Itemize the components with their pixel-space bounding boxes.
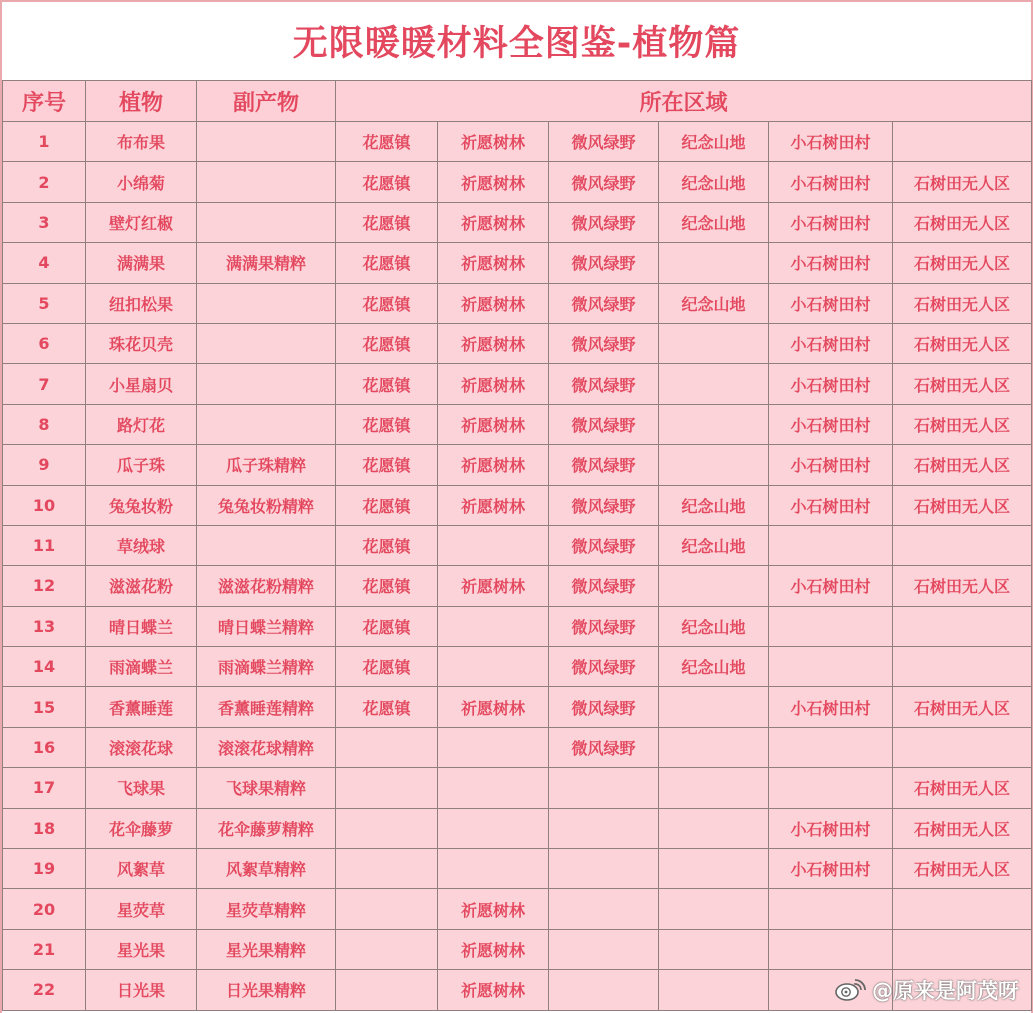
- location-cell: [893, 606, 1032, 646]
- plant-name-cell: 纽扣松果: [86, 283, 197, 323]
- plant-name-cell: 星光果: [86, 929, 197, 969]
- location-cell: 石树田无人区: [893, 485, 1032, 525]
- byproduct-cell: 滚滚花球精粹: [197, 727, 336, 767]
- row-number-cell: 7: [3, 364, 86, 404]
- byproduct-cell: 星荧草精粹: [197, 889, 336, 929]
- location-cell: [336, 768, 438, 808]
- byproduct-cell: 日光果精粹: [197, 970, 336, 1010]
- location-cell: 小石树田村: [769, 485, 893, 525]
- plant-name-cell: 壁灯红椒: [86, 202, 197, 242]
- location-cell: 石树田无人区: [893, 849, 1032, 889]
- location-cell: [769, 889, 893, 929]
- table-row: [3, 243, 1032, 283]
- row-number-cell: 8: [3, 404, 86, 444]
- location-cell: 小石树田村: [769, 566, 893, 606]
- byproduct-cell: [197, 364, 336, 404]
- location-cell: 微风绿野: [549, 162, 659, 202]
- location-cell: [549, 849, 659, 889]
- row-number-cell: 19: [3, 849, 86, 889]
- plant-name-cell: 小绵菊: [86, 162, 197, 202]
- location-cell: 纪念山地: [659, 162, 769, 202]
- location-cell: [893, 647, 1032, 687]
- weibo-icon: [834, 977, 868, 1003]
- location-cell: 微风绿野: [549, 727, 659, 767]
- location-cell: [336, 727, 438, 767]
- location-cell: [659, 849, 769, 889]
- byproduct-cell: [197, 323, 336, 363]
- location-cell: 祈愿树林: [438, 323, 549, 363]
- byproduct-cell: 滋滋花粉精粹: [197, 566, 336, 606]
- row-number-cell: 21: [3, 929, 86, 969]
- byproduct-cell: 星光果精粹: [197, 929, 336, 969]
- row-number-cell: 1: [3, 122, 86, 162]
- location-cell: [336, 970, 438, 1010]
- location-cell: [549, 929, 659, 969]
- location-cell: [659, 243, 769, 283]
- location-cell: [438, 727, 549, 767]
- plant-name-cell: 瓜子珠: [86, 445, 197, 485]
- location-cell: 微风绿野: [549, 364, 659, 404]
- location-cell: 纪念山地: [659, 606, 769, 646]
- row-number-cell: 12: [3, 566, 86, 606]
- location-cell: [659, 727, 769, 767]
- byproduct-cell: 飞球果精粹: [197, 768, 336, 808]
- location-cell: 石树田无人区: [893, 323, 1032, 363]
- table-row: [3, 687, 1032, 727]
- table-row: [3, 606, 1032, 646]
- byproduct-cell: 香薰睡莲精粹: [197, 687, 336, 727]
- location-cell: [659, 970, 769, 1010]
- location-cell: [659, 445, 769, 485]
- location-cell: 微风绿野: [549, 525, 659, 565]
- location-cell: 石树田无人区: [893, 202, 1032, 242]
- location-cell: 小石树田村: [769, 445, 893, 485]
- location-cell: 纪念山地: [659, 485, 769, 525]
- plant-name-cell: 香薰睡莲: [86, 687, 197, 727]
- location-cell: [769, 606, 893, 646]
- location-cell: 花愿镇: [336, 202, 438, 242]
- plant-name-cell: 兔兔妆粉: [86, 485, 197, 525]
- location-cell: [769, 727, 893, 767]
- location-cell: 花愿镇: [336, 687, 438, 727]
- location-cell: [893, 929, 1032, 969]
- location-cell: 小石树田村: [769, 687, 893, 727]
- location-cell: 石树田无人区: [893, 283, 1032, 323]
- location-cell: 微风绿野: [549, 283, 659, 323]
- table-row: [3, 162, 1032, 202]
- row-number-cell: 11: [3, 525, 86, 565]
- plant-name-cell: 草绒球: [86, 525, 197, 565]
- table-body: [3, 122, 1032, 1011]
- location-cell: [659, 808, 769, 848]
- location-cell: [549, 768, 659, 808]
- table-row: [3, 323, 1032, 363]
- location-cell: 花愿镇: [336, 566, 438, 606]
- table-row: [3, 525, 1032, 565]
- location-cell: [769, 647, 893, 687]
- row-number-cell: 18: [3, 808, 86, 848]
- location-cell: [659, 323, 769, 363]
- plant-name-cell: 飞球果: [86, 768, 197, 808]
- table-header-row: [3, 81, 1032, 122]
- location-cell: 花愿镇: [336, 162, 438, 202]
- location-cell: 石树田无人区: [893, 364, 1032, 404]
- plant-name-cell: 路灯花: [86, 404, 197, 444]
- location-cell: 花愿镇: [336, 323, 438, 363]
- location-cell: [659, 566, 769, 606]
- table-row: [3, 889, 1032, 929]
- location-cell: 石树田无人区: [893, 566, 1032, 606]
- location-cell: 石树田无人区: [893, 162, 1032, 202]
- row-number-cell: 2: [3, 162, 86, 202]
- byproduct-cell: [197, 122, 336, 162]
- header-byproduct: 副产物: [197, 81, 336, 122]
- location-cell: 微风绿野: [549, 485, 659, 525]
- location-cell: 花愿镇: [336, 647, 438, 687]
- location-cell: 微风绿野: [549, 122, 659, 162]
- location-cell: 微风绿野: [549, 404, 659, 444]
- location-cell: 花愿镇: [336, 485, 438, 525]
- location-cell: 小石树田村: [769, 243, 893, 283]
- row-number-cell: 5: [3, 283, 86, 323]
- location-cell: [769, 929, 893, 969]
- location-cell: 小石树田村: [769, 404, 893, 444]
- row-number-cell: 3: [3, 202, 86, 242]
- location-cell: 微风绿野: [549, 687, 659, 727]
- location-cell: 祈愿树林: [438, 445, 549, 485]
- table-row: [3, 445, 1032, 485]
- byproduct-cell: 瓜子珠精粹: [197, 445, 336, 485]
- table-row: [3, 647, 1032, 687]
- plant-name-cell: 风絮草: [86, 849, 197, 889]
- location-cell: [893, 525, 1032, 565]
- row-number-cell: 13: [3, 606, 86, 646]
- row-number-cell: 22: [3, 970, 86, 1010]
- plant-name-cell: 花伞藤萝: [86, 808, 197, 848]
- plant-material-table: [2, 80, 1032, 1011]
- location-cell: 小石树田村: [769, 323, 893, 363]
- byproduct-cell: 满满果精粹: [197, 243, 336, 283]
- row-number-cell: 20: [3, 889, 86, 929]
- location-cell: 小石树田村: [769, 122, 893, 162]
- location-cell: 祈愿树林: [438, 162, 549, 202]
- row-number-cell: 4: [3, 243, 86, 283]
- table-row: [3, 566, 1032, 606]
- table-row: [3, 202, 1032, 242]
- location-cell: 石树田无人区: [893, 243, 1032, 283]
- byproduct-cell: [197, 202, 336, 242]
- location-cell: [549, 970, 659, 1010]
- location-cell: 祈愿树林: [438, 889, 549, 929]
- byproduct-cell: [197, 162, 336, 202]
- table-row: [3, 808, 1032, 848]
- byproduct-cell: 雨滴蝶兰精粹: [197, 647, 336, 687]
- location-cell: 石树田无人区: [893, 808, 1032, 848]
- plant-name-cell: 满满果: [86, 243, 197, 283]
- location-cell: 微风绿野: [549, 606, 659, 646]
- location-cell: 微风绿野: [549, 202, 659, 242]
- location-cell: [438, 808, 549, 848]
- location-cell: [769, 768, 893, 808]
- page-title: 无限暖暖材料全图鉴-植物篇: [292, 24, 741, 64]
- byproduct-cell: 晴日蝶兰精粹: [197, 606, 336, 646]
- location-cell: 祈愿树林: [438, 929, 549, 969]
- location-cell: [659, 929, 769, 969]
- row-number-cell: 15: [3, 687, 86, 727]
- location-cell: [438, 768, 549, 808]
- row-number-cell: 17: [3, 768, 86, 808]
- location-cell: 祈愿树林: [438, 243, 549, 283]
- location-cell: 小石树田村: [769, 364, 893, 404]
- location-cell: 微风绿野: [549, 445, 659, 485]
- location-cell: 花愿镇: [336, 445, 438, 485]
- location-cell: 石树田无人区: [893, 687, 1032, 727]
- location-cell: [893, 889, 1032, 929]
- location-cell: 纪念山地: [659, 202, 769, 242]
- location-cell: [438, 606, 549, 646]
- location-cell: 小石树田村: [769, 202, 893, 242]
- weibo-watermark: [834, 975, 1019, 1005]
- location-cell: 微风绿野: [549, 323, 659, 363]
- table-row: [3, 122, 1032, 162]
- location-cell: 花愿镇: [336, 364, 438, 404]
- location-cell: [549, 889, 659, 929]
- location-cell: 纪念山地: [659, 122, 769, 162]
- location-cell: 花愿镇: [336, 606, 438, 646]
- location-cell: [659, 404, 769, 444]
- location-cell: 纪念山地: [659, 647, 769, 687]
- location-cell: 小石树田村: [769, 849, 893, 889]
- byproduct-cell: 花伞藤萝精粹: [197, 808, 336, 848]
- location-cell: [438, 647, 549, 687]
- location-cell: 花愿镇: [336, 283, 438, 323]
- table-row: [3, 768, 1032, 808]
- location-cell: 纪念山地: [659, 283, 769, 323]
- location-cell: 纪念山地: [659, 525, 769, 565]
- header-plant: 植物: [86, 81, 197, 122]
- location-cell: 祈愿树林: [438, 970, 549, 1010]
- byproduct-cell: [197, 404, 336, 444]
- location-cell: 花愿镇: [336, 525, 438, 565]
- location-cell: [659, 364, 769, 404]
- location-cell: 祈愿树林: [438, 566, 549, 606]
- table-row: [3, 727, 1032, 767]
- plant-name-cell: 布布果: [86, 122, 197, 162]
- table-row: [3, 485, 1032, 525]
- plant-name-cell: 星荧草: [86, 889, 197, 929]
- plant-name-cell: 滋滋花粉: [86, 566, 197, 606]
- location-cell: 祈愿树林: [438, 202, 549, 242]
- location-cell: 花愿镇: [336, 243, 438, 283]
- table-row: [3, 364, 1032, 404]
- location-cell: 微风绿野: [549, 647, 659, 687]
- plant-name-cell: 珠花贝壳: [86, 323, 197, 363]
- table-row: [3, 283, 1032, 323]
- row-number-cell: 10: [3, 485, 86, 525]
- location-cell: [659, 768, 769, 808]
- byproduct-cell: 兔兔妆粉精粹: [197, 485, 336, 525]
- location-cell: [336, 808, 438, 848]
- table-row: [3, 404, 1032, 444]
- location-cell: 祈愿树林: [438, 283, 549, 323]
- location-cell: 微风绿野: [549, 566, 659, 606]
- location-cell: [893, 122, 1032, 162]
- location-cell: [336, 889, 438, 929]
- location-cell: [336, 929, 438, 969]
- location-cell: 祈愿树林: [438, 404, 549, 444]
- plant-name-cell: 小星扇贝: [86, 364, 197, 404]
- location-cell: [549, 808, 659, 848]
- location-cell: 微风绿野: [549, 243, 659, 283]
- location-cell: 石树田无人区: [893, 445, 1032, 485]
- location-cell: 小石树田村: [769, 808, 893, 848]
- byproduct-cell: [197, 525, 336, 565]
- location-cell: 花愿镇: [336, 404, 438, 444]
- header-region: 所在区域: [336, 81, 1032, 122]
- plant-name-cell: 雨滴蝶兰: [86, 647, 197, 687]
- location-cell: [336, 849, 438, 889]
- byproduct-cell: [197, 283, 336, 323]
- location-cell: [659, 889, 769, 929]
- row-number-cell: 9: [3, 445, 86, 485]
- plant-name-cell: 晴日蝶兰: [86, 606, 197, 646]
- location-cell: 小石树田村: [769, 283, 893, 323]
- table-row: [3, 849, 1032, 889]
- location-cell: 石树田无人区: [893, 768, 1032, 808]
- byproduct-cell: 风絮草精粹: [197, 849, 336, 889]
- row-number-cell: 16: [3, 727, 86, 767]
- location-cell: 祈愿树林: [438, 687, 549, 727]
- location-cell: 祈愿树林: [438, 485, 549, 525]
- header-index: 序号: [3, 81, 86, 122]
- watermark-text: @原来是阿茂呀: [872, 979, 1019, 1003]
- location-cell: [659, 687, 769, 727]
- plant-name-cell: 滚滚花球: [86, 727, 197, 767]
- location-cell: [438, 849, 549, 889]
- location-cell: 花愿镇: [336, 122, 438, 162]
- location-cell: 石树田无人区: [893, 404, 1032, 444]
- location-cell: [438, 525, 549, 565]
- table-row: [3, 929, 1032, 969]
- row-number-cell: 6: [3, 323, 86, 363]
- row-number-cell: 14: [3, 647, 86, 687]
- plant-name-cell: 日光果: [86, 970, 197, 1010]
- location-cell: [893, 727, 1032, 767]
- location-cell: 祈愿树林: [438, 122, 549, 162]
- location-cell: [769, 525, 893, 565]
- location-cell: 祈愿树林: [438, 364, 549, 404]
- title-bar: [2, 0, 1031, 80]
- location-cell: 小石树田村: [769, 162, 893, 202]
